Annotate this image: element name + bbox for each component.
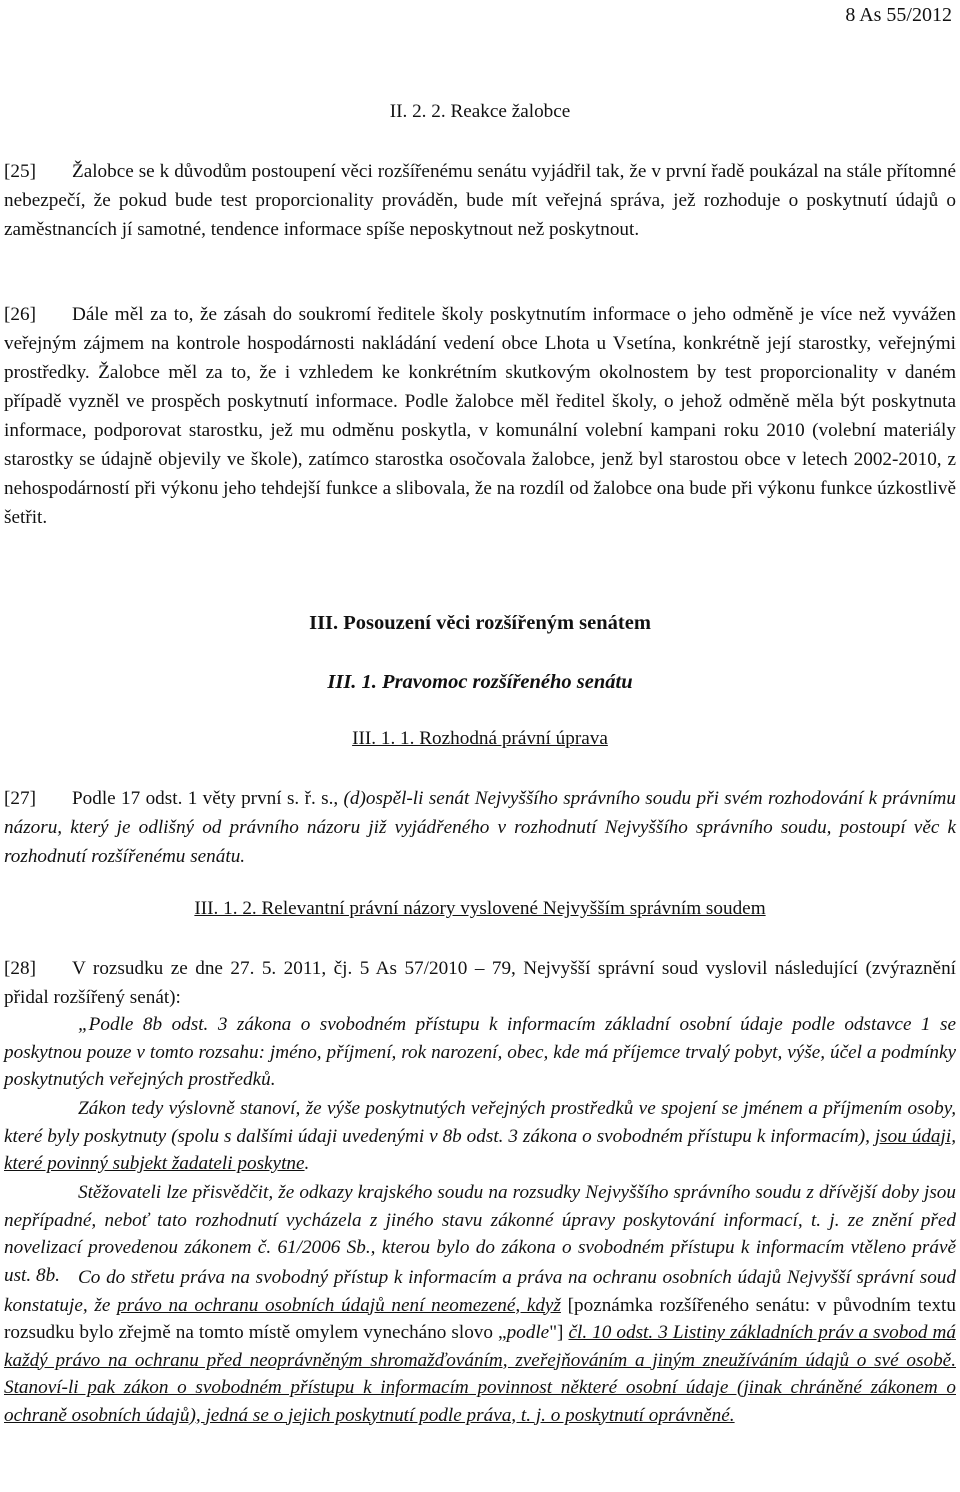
judgment-quote-4 [4,1264,956,1429]
judgment-quote-3: Stěžovateli lze přisvědčit, že odkazy krajského soudu na rozsudky Nejvyššího správního soudu z dřívější doby jsou nepřípadné, neboť tato rozhodnutí vycházela z jiného stavu zákonné úpravy poskytování informací, t. j. ze znění před novelizací provedenou zákonem č. 61/2006 Sb., kterou bylo do zákona o svobodném přístupu k informacím vtěleno právě ust. 8b. [4,1182,956,1286]
paragraph-27 [4,784,956,871]
paragraph-26 [4,300,956,532]
section-heading-II-2-2: II. 2. 2. Reakce žalobce [389,101,571,122]
emphasis-underline: jsou údaji, které povinný subjekt žadateli poskytne [4,1125,956,1174]
judgment-quote-2 [4,1095,956,1178]
statute-quote: (d)ospěl-li senát Nejvyššího správního soudu při svém rozhodování k právnímu názoru, který je odlišný od právního názoru již vyjádřeného v rozhodnutí Nejvyššího správního soudu, postoupí věc k rozhodnutí rozšířenému senátu. [4,788,956,867]
senate-note-word: podle [506,1322,550,1343]
case-number: 8 As 55/2012 [845,4,952,26]
paragraph-text: Dále měl za to, že zásah do soukromí ředitele školy poskytnutím informace o jeho odměně je více než vyvážen veřejným zájmem na kontrole hospodárnosti nakládání vedení obce Lhota u Vsetína, konkrétně její starostky, veřejnými prostředky. Žalobce měl za to, že i vzhledem ke konkrétním skutkovým okolnostem by test proporcionality v daném případě vyzněl ve prospěch poskytnutí informace. Podle žalobce měl ředitel školy, o jehož odměně měla být poskytnuta informace, podporovat starostku, jež mu odměnu poskytla, v komunální volební kampani roku 2010 (volební materiály starostky se údajně objevily ve škole), zatímco starostka osočovala žalobce, jenž byl starostou obce v letech 2002-2010, z nehospodárností při výkonu jeho tehdejší funkce a slibovala, že na rozdíl od žalobce ona bude při výkonu funkce úzkostlivě šetřit. [4,304,956,528]
paragraph-number: [28] [4,958,36,979]
paragraph-number: [25] [4,161,36,182]
judgment-quote-1: „Podle 8b odst. 3 zákona o svobodném přístupu k informacím základní osobní údaje podle odstavce 1 se poskytnou pouze v tomto rozsahu: jméno, příjmení, rok narození, obec, kde má příjemce trvalý pobyt, výše, účel a podmínky poskytnutých veřejných prostředků. [4,1014,956,1090]
section-heading-III-1: III. 1. Pravomoc rozšířeného senátu [327,671,633,693]
quote-text: Zákon tedy výslovně stanoví, že výše poskytnutých veřejných prostředků ve spojení se jménem a příjmením osoby, které byly poskytnuty (spolu s dalšími údaji uvedenými v 8b odst. 3 zákona o svobodném přístupu k informacím), [4,1098,956,1147]
quote-text: Co do střetu práva na svobodný přístup k informacím a práva na ochranu osobních údajů Nejvyšší správní soud konstatuje, že [4,1267,956,1316]
section-heading-III-1-1: III. 1. 1. Rozhodná právní úprava [352,728,608,749]
paragraph-lead: Podle 17 odst. 1 věty první s. ř. s., [71,788,344,809]
paragraph-text: Žalobce se k důvodům postoupení věci rozšířenému senátu vyjádřil tak, že v první řadě poukázal na stále přítomné nebezpečí, že pokud bude test proporcionality prováděn, bude mít veřejná správa, jež rozhoduje o poskytnutí údajů o zaměstnancích jí samotné, tendence informace spíše neposkytnout než poskytnout. [4,161,956,240]
senate-note: [poznámka rozšířeného senátu: v původním textu rozsudku bylo zřejmě na tomto místě omylem vynecháno slovo „ [4,1294,956,1343]
paragraph-number: [27] [4,788,36,809]
quote-text-end: . [304,1153,310,1174]
emphasis-underline: čl. 10 odst. 3 Listiny základních práv a svobod má každý právo na ochranu před neoprávněným shromažďováním, zveřejňováním a jiným zneužíváním údajů o své osobě. Stanoví-li pak zákon o svobodném přístupu k informacím povinnost některé osobní údaje (jinak chráněné zákonem o ochraně osobních údajů), jedná se o jejich poskytnutí podle práva, t. j. o poskytnutí oprávněné. [4,1322,956,1426]
section-heading-III: III. Posouzení věci rozšířeným senátem [309,612,651,634]
emphasis-underline: právo na ochranu osobních údajů není neomezené, když [117,1294,561,1316]
paragraph-28 [4,954,956,1012]
senate-note-end: "] [549,1322,569,1343]
paragraph-25 [4,157,956,244]
paragraph-number: [26] [4,304,36,325]
paragraph-text: V rozsudku ze dne 27. 5. 2011, čj. 5 As 57/2010 – 79, Nejvyšší správní soud vyslovil následující (zvýraznění přidal rozšířený senát): [4,958,956,1008]
section-heading-III-1-2: III. 1. 2. Relevantní právní názory vyslovené Nejvyšším správním soudem [194,898,766,919]
